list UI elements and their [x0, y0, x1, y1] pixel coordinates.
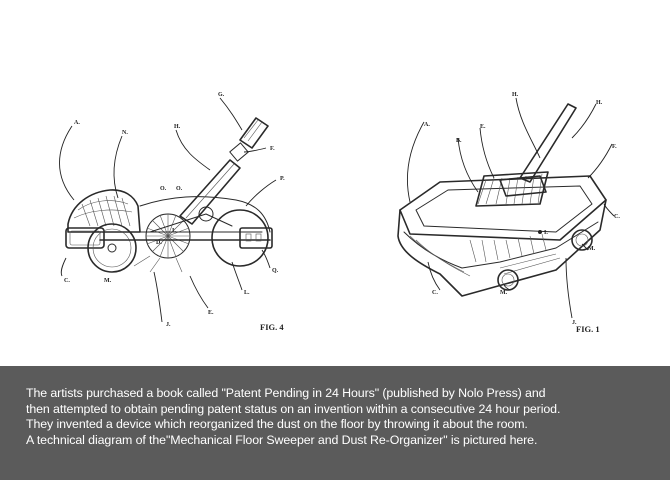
fig4-drawing — [66, 118, 272, 272]
fig1-callout-m2: M. — [500, 290, 508, 296]
caption-line-1: The artists purchased a book called "Patent Pending in 24 Hours" (published by Nolo Press) and — [26, 386, 546, 400]
fig4-callout-n: N. — [122, 130, 128, 136]
fig4-callout-o1: O. — [160, 186, 167, 192]
fig1-callout-a: A. — [424, 122, 430, 128]
caption-line-3: They invented a device which reorganized the dust on the floor by throwing it about the room. — [26, 417, 528, 431]
fig1-callout-e: E. — [480, 124, 486, 130]
fig4-label: FIG. 4 — [260, 322, 284, 332]
fig4-callout-i: I. — [172, 228, 176, 234]
fig1-dot-i — [538, 230, 542, 234]
fig4-callout-f: F. — [270, 146, 275, 152]
fig1-label: FIG. 1 — [576, 324, 600, 334]
fig1-callout-b: B. — [456, 138, 462, 144]
fig4-callout-c: C. — [64, 278, 70, 284]
fig4-brush — [146, 214, 190, 258]
fig4-callout-o2: O. — [176, 186, 183, 192]
fig4-callout-p: P. — [280, 176, 285, 182]
fig4-callout-m: M. — [104, 278, 112, 284]
fig4-callout-d: D. — [156, 240, 162, 246]
fig4-callout-l: L. — [244, 290, 250, 296]
caption-line-2: then attempted to obtain pending patent status on an invention within a consecutive 24 hour period. — [26, 401, 561, 416]
fig1-callout-h1: H. — [512, 92, 519, 98]
caption-line-4: A technical diagram of the"Mechanical Floor Sweeper and Dust Re-Organizer" is pictured here. — [26, 432, 538, 447]
fig1-callout-f: F. — [612, 144, 617, 150]
caption-bar — [0, 366, 670, 480]
fig4-callout-e: E. — [208, 310, 214, 316]
fig1-callout-m1: M. — [588, 246, 596, 252]
fig1-callout-i: I. — [544, 230, 548, 236]
fig1-callout-h2: H. — [596, 100, 603, 106]
fig1-deck — [400, 176, 606, 240]
fig4-callout-j: J. — [166, 322, 171, 328]
fig1-callout-j: J. — [572, 320, 577, 326]
fig4-callout-h: H. — [174, 124, 181, 130]
fig1-callout-c2: C. — [432, 290, 438, 296]
fig1-callout-c1: C. — [614, 214, 620, 220]
fig1-leaders — [407, 98, 614, 318]
fig4-callout-a: A. — [74, 120, 80, 126]
fig4-callout-g: G. — [218, 92, 225, 98]
fig4-callout-q: Q. — [272, 268, 279, 274]
fig1-handle — [520, 104, 576, 182]
